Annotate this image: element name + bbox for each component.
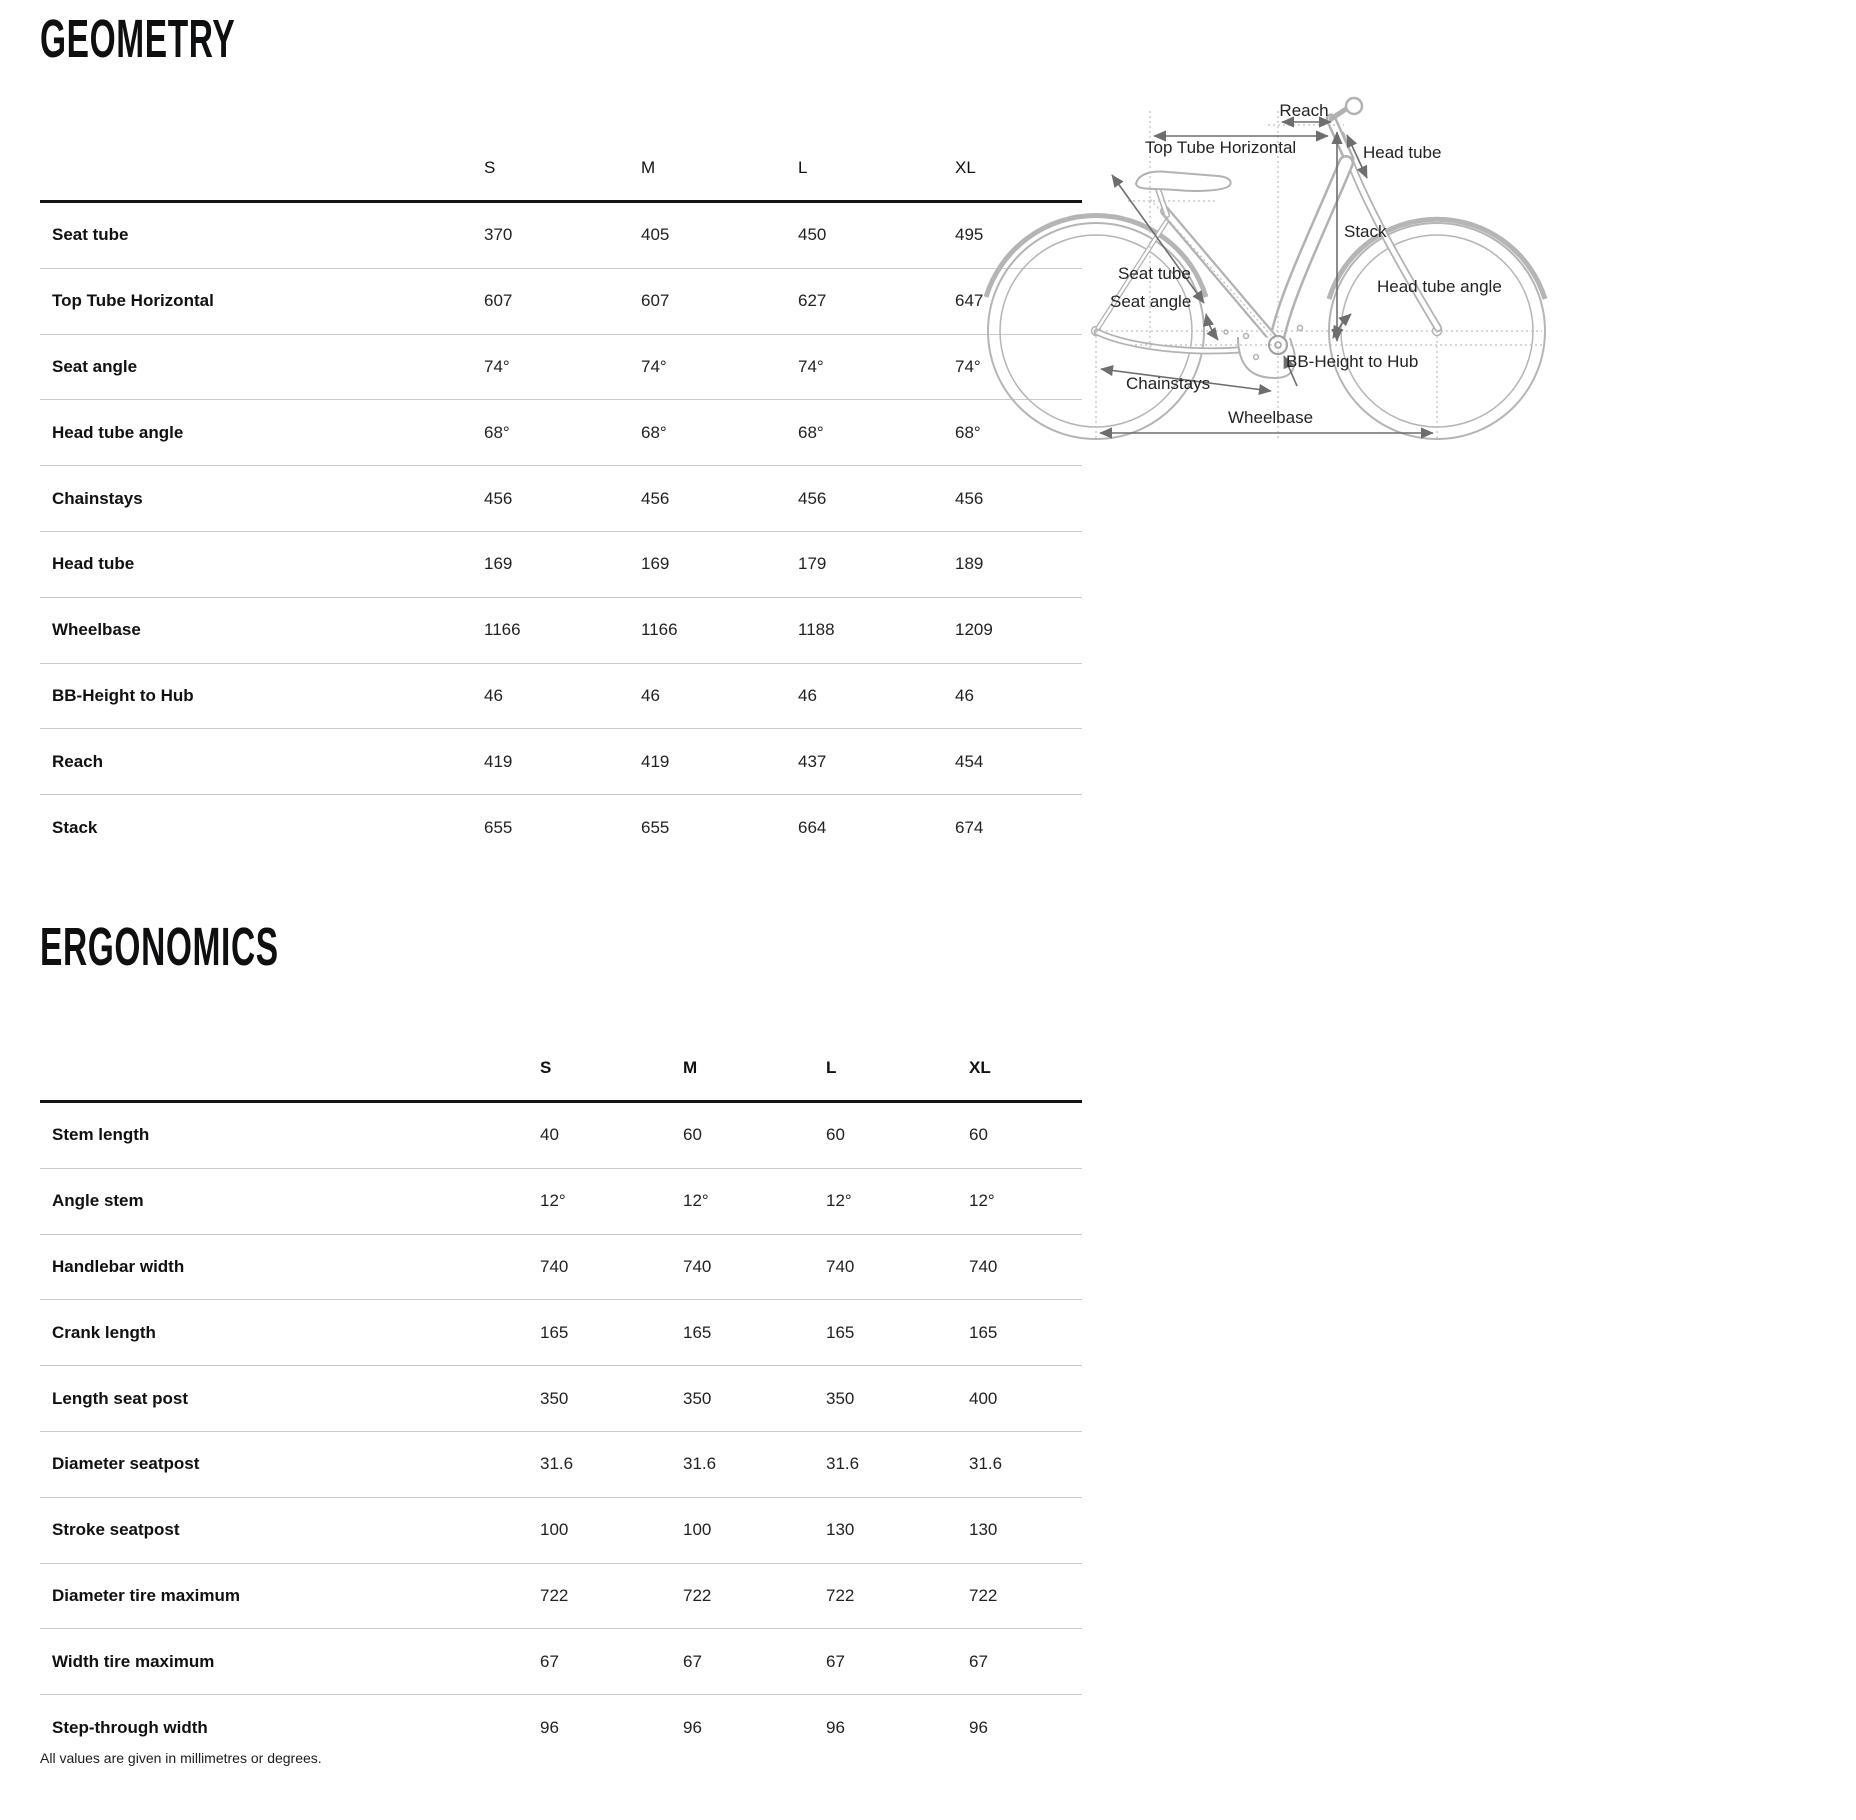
cell-value: 12° — [683, 1191, 709, 1211]
cell-value: 405 — [641, 225, 670, 245]
cell-value: 655 — [641, 817, 670, 837]
cell-value: 130 — [826, 1520, 855, 1540]
cell-value: 46 — [641, 685, 660, 705]
cell-value: 350 — [683, 1388, 712, 1408]
cell-value: 740 — [540, 1256, 569, 1276]
table-row — [40, 795, 1082, 860]
cell-value: 350 — [540, 1388, 569, 1408]
row-label: Wheelbase — [52, 620, 141, 640]
table-row — [40, 1629, 1082, 1695]
row-label: Top Tube Horizontal — [52, 291, 214, 311]
row-label: BB-Height to Hub — [52, 685, 194, 705]
header-label-spacer — [40, 100, 454, 202]
cell-value: 68° — [641, 422, 667, 442]
cell-value: 68° — [955, 422, 981, 442]
units-footnote: All values are given in millimetres or degrees. — [40, 1750, 322, 1766]
header-label-spacer — [40, 1008, 510, 1102]
bike-geometry-diagram — [980, 85, 1560, 455]
cell-value: 74° — [955, 356, 981, 376]
column-header-s: S — [454, 100, 611, 202]
handlebar-grip — [1346, 98, 1362, 114]
ergonomics-table-header — [40, 1008, 1082, 1102]
cell-value: 46 — [798, 685, 817, 705]
cell-value: 165 — [683, 1322, 712, 1342]
table-row — [40, 597, 1082, 663]
cell-value: 419 — [641, 751, 670, 771]
cell-value: 12° — [540, 1191, 566, 1211]
geometry-table — [40, 100, 1082, 860]
table-row — [40, 531, 1082, 597]
cell-value: 100 — [540, 1520, 569, 1540]
cell-value: 189 — [955, 554, 984, 574]
cell-value: 722 — [683, 1585, 712, 1605]
head-tube-label: Head tube — [1363, 143, 1442, 162]
cell-value: 169 — [641, 554, 670, 574]
cell-value: 740 — [969, 1256, 998, 1276]
cell-value: 46 — [484, 685, 503, 705]
bb-height-to-hub-label: BB-Height to Hub — [1286, 352, 1419, 371]
cell-value: 130 — [969, 1520, 998, 1540]
row-label: Diameter seatpost — [52, 1454, 200, 1474]
cell-value: 437 — [798, 751, 827, 771]
cell-value: 740 — [683, 1256, 712, 1276]
row-label: Stack — [52, 817, 98, 837]
cell-value: 67 — [683, 1651, 702, 1671]
cell-value: 12° — [969, 1191, 995, 1211]
cell-value: 68° — [484, 422, 510, 442]
geometry-section-title: GEOMETRY — [40, 9, 236, 69]
cell-value: 12° — [826, 1191, 852, 1211]
column-header-m: M — [653, 1008, 796, 1102]
cell-value: 627 — [798, 291, 827, 311]
cell-value: 722 — [826, 1585, 855, 1605]
cell-value: 68° — [798, 422, 824, 442]
cell-value: 495 — [955, 225, 984, 245]
row-label: Stroke seatpost — [52, 1520, 180, 1540]
cell-value: 60 — [683, 1125, 702, 1145]
table-row — [40, 1563, 1082, 1629]
row-label: Seat tube — [52, 225, 129, 245]
column-header-s: S — [510, 1008, 653, 1102]
cell-value: 370 — [484, 225, 513, 245]
cell-value: 165 — [969, 1322, 998, 1342]
chainstays-label: Chainstays — [1126, 374, 1211, 393]
cell-value: 722 — [540, 1585, 569, 1605]
row-label: Diameter tire maximum — [52, 1585, 241, 1605]
row-label: Angle stem — [52, 1191, 144, 1211]
table-row — [40, 1497, 1082, 1563]
table-row — [40, 1102, 1082, 1169]
row-label: Seat angle — [52, 356, 138, 376]
cell-value: 1188 — [798, 620, 835, 640]
cell-value: 67 — [540, 1651, 559, 1671]
cell-value: 655 — [484, 817, 513, 837]
seat-angle-label: Seat angle — [1110, 292, 1192, 311]
cell-value: 1166 — [484, 620, 521, 640]
row-label: Length seat post — [52, 1388, 189, 1408]
row-label: Stem length — [52, 1125, 150, 1145]
cell-value: 67 — [826, 1651, 845, 1671]
cell-value: 96 — [826, 1717, 845, 1737]
row-label: Crank length — [52, 1322, 156, 1342]
cell-value: 740 — [826, 1256, 855, 1276]
cell-value: 60 — [826, 1125, 845, 1145]
cell-value: 31.6 — [683, 1454, 717, 1474]
cell-value: 450 — [798, 225, 827, 245]
column-header-xl: XL — [925, 100, 1082, 202]
cell-value: 179 — [798, 554, 827, 574]
cell-value: 456 — [798, 488, 827, 508]
cell-value: 74° — [641, 356, 667, 376]
table-row — [40, 663, 1082, 729]
cell-value: 456 — [484, 488, 513, 508]
table-row — [40, 1168, 1082, 1234]
cell-value: 74° — [484, 356, 510, 376]
table-row — [40, 400, 1082, 466]
cell-value: 96 — [969, 1717, 988, 1737]
cell-value: 165 — [540, 1322, 569, 1342]
ergonomics-table — [40, 1008, 1082, 1760]
row-label: Head tube angle — [52, 422, 184, 442]
geometry-table-body — [40, 202, 1082, 860]
seat-tube-label: Seat tube — [1118, 264, 1191, 283]
ergonomics-table-body — [40, 1102, 1082, 1760]
geometry-table-header — [40, 100, 1082, 202]
cell-value: 607 — [641, 291, 670, 311]
column-header-l: L — [768, 100, 925, 202]
reach-label: Reach — [1279, 101, 1329, 120]
cell-value: 165 — [826, 1322, 855, 1342]
table-row — [40, 268, 1082, 334]
header-row — [40, 1008, 1082, 1102]
cell-value: 96 — [540, 1717, 559, 1737]
column-header-xl: XL — [939, 1008, 1082, 1102]
cell-value: 419 — [484, 751, 513, 771]
row-label: Chainstays — [52, 488, 143, 508]
cell-value: 67 — [969, 1651, 988, 1671]
row-label: Step-through width — [52, 1717, 208, 1737]
table-row — [40, 202, 1082, 269]
row-label: Reach — [52, 751, 104, 771]
cell-value: 1209 — [955, 620, 993, 640]
ergonomics-section-title: ERGONOMICS — [40, 917, 279, 977]
cell-value: 456 — [641, 488, 670, 508]
cell-value: 647 — [955, 291, 984, 311]
table-row — [40, 1300, 1082, 1366]
cell-value: 169 — [484, 554, 513, 574]
table-row — [40, 1366, 1082, 1432]
wheelbase-label: Wheelbase — [1228, 408, 1314, 427]
table-row — [40, 729, 1082, 795]
table-row — [40, 1431, 1082, 1497]
cell-value: 31.6 — [969, 1454, 1003, 1474]
cell-value: 607 — [484, 291, 513, 311]
column-header-l: L — [796, 1008, 939, 1102]
cell-value: 456 — [955, 488, 984, 508]
table-row — [40, 334, 1082, 400]
cell-value: 31.6 — [826, 1454, 860, 1474]
column-header-m: M — [611, 100, 768, 202]
cell-value: 60 — [969, 1125, 988, 1145]
row-label: Width tire maximum — [52, 1651, 215, 1671]
row-label: Handlebar width — [52, 1256, 185, 1276]
cell-value: 74° — [798, 356, 824, 376]
row-label: Head tube — [52, 554, 135, 574]
stack-label: Stack — [1344, 222, 1387, 241]
top-tube-horizontal-label: Top Tube Horizontal — [1145, 138, 1297, 157]
cell-value: 674 — [955, 817, 984, 837]
cell-value: 664 — [798, 817, 827, 837]
cell-value: 46 — [955, 685, 974, 705]
header-row — [40, 100, 1082, 202]
head-tube-angle-label: Head tube angle — [1377, 277, 1502, 296]
cell-value: 350 — [826, 1388, 855, 1408]
table-row — [40, 466, 1082, 532]
cell-value: 96 — [683, 1717, 702, 1737]
cell-value: 400 — [969, 1388, 998, 1408]
cell-value: 1166 — [641, 620, 678, 640]
cell-value: 722 — [969, 1585, 998, 1605]
cell-value: 454 — [955, 751, 984, 771]
cell-value: 100 — [683, 1520, 712, 1540]
cell-value: 31.6 — [540, 1454, 574, 1474]
cell-value: 40 — [540, 1125, 559, 1145]
seat-angle-arc — [1206, 314, 1218, 340]
table-row — [40, 1234, 1082, 1300]
